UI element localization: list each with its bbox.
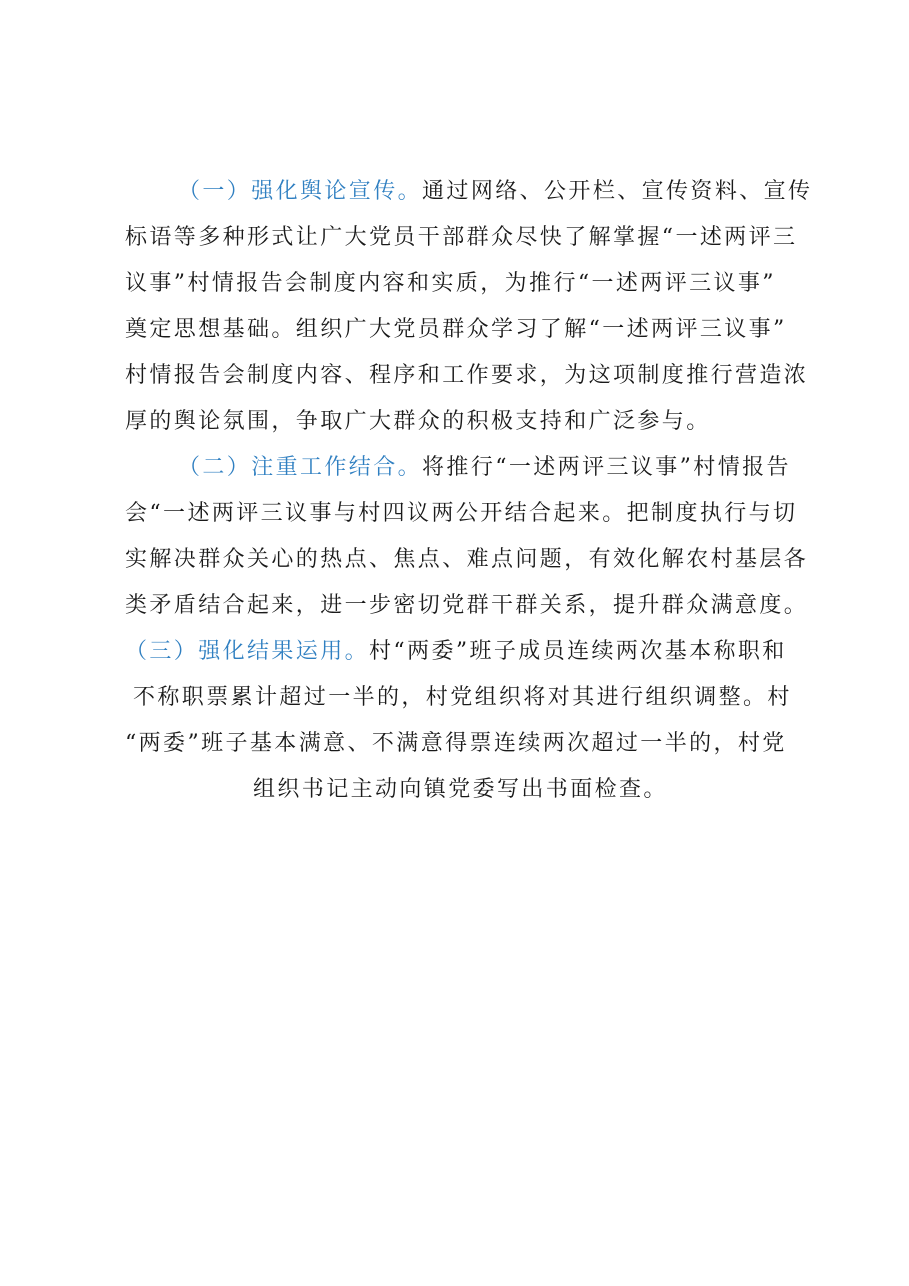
section-1-text-1: 通过网络、公开栏、宣传资料、宣传 xyxy=(422,179,813,204)
section-3-line-3: “两委”班子基本满意、不满意得票连续两次超过一半的，村党 xyxy=(125,731,787,756)
section-2-text-1: 将推行“一述两评三议事”村情报告 xyxy=(422,455,791,480)
section-2-line-4: 类矛盾结合起来，进一步密切党群干群关系，提升群众满意度。 xyxy=(125,593,809,618)
section-1-line-1 xyxy=(178,172,812,212)
section-3-text-1: 村“两委”班子成员连续两次基本称职和 xyxy=(369,639,787,664)
section-1-line-5: 村情报告会制度内容、程序和工作要求，为这项制度推行营造浓 xyxy=(125,363,809,388)
section-3-line-4: 组织书记主动向镇党委写出书面检查。 xyxy=(253,777,668,802)
section-2-heading: （二）注重工作结合。 xyxy=(178,455,423,480)
section-1-line-3: 议事”村情报告会制度内容和实质，为推行“一述两评三议事” xyxy=(125,271,776,296)
section-2-line-3: 实解决群众关心的热点、焦点、难点问题，有效化解农村基层各 xyxy=(125,547,809,572)
section-1-line-6: 厚的舆论氛围，争取广大群众的积极支持和广泛参与。 xyxy=(125,409,711,434)
section-3-heading: （三）强化结果运用。 xyxy=(125,639,370,664)
section-3-line-1 xyxy=(125,632,787,672)
section-2-line-2: 会“一述两评三议事与村四议两公开结合起来。把制度执行与切 xyxy=(125,501,798,526)
section-3-line-2: 不称职票累计超过一半的，村党组织将对其进行组织调整。村 xyxy=(133,685,792,710)
section-1-heading: （一）强化舆论宣传。 xyxy=(178,179,423,204)
section-1-line-2: 标语等多种形式让广大党员干部群众尽快了解掌握“一述两评三 xyxy=(125,225,798,250)
section-2-line-1 xyxy=(178,448,791,488)
section-1-line-4: 奠定思想基础。组织广大党员群众学习了解“一述两评三议事” xyxy=(125,317,787,342)
